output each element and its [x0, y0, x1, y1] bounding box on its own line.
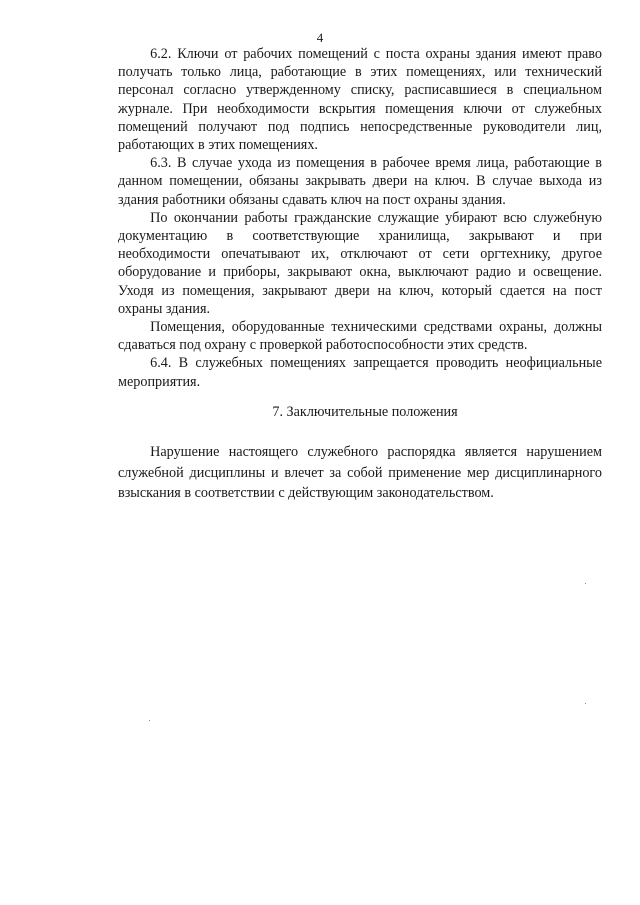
paragraph-6-3: 6.3. В случае ухода из помещения в рабочее время лица, работающие в данном помещении, обязаны закрывать двери на ключ. В случае выхода из здания работники обязаны сдавать ключ на пост охраны здания. — [118, 155, 602, 208]
section-7-heading: 7. Заключительные положения — [272, 404, 458, 420]
section-7-body — [118, 442, 602, 504]
paragraph-6-2: 6.2. Ключи от рабочих помещений с поста охраны здания имеют право получать только лица, работающие в этих помещениях, или технический персонал согласно утвержденному списку, расписавшиеся в специальном журнале. При необходимости вскрытия помещения ключи от служебных помещений получают под подпись непосредственные руководители лиц, работающих в этих помещениях. — [118, 46, 602, 154]
page-number: 4 — [316, 30, 324, 45]
scan-speck — [585, 583, 586, 584]
section-6-body — [118, 45, 602, 391]
paragraph-6-4: 6.4. В служебных помещениях запрещается проводить неофициальные мероприятия. — [118, 355, 602, 390]
scan-speck — [149, 720, 150, 721]
paragraph-security-equipment: Помещения, оборудованные техническими средствами охраны, должны сдаваться под охрану с проверкой работоспособности этих средств. — [118, 319, 602, 354]
scan-speck — [585, 703, 586, 704]
paragraph-end-of-work: По окончании работы гражданские служащие убирают всю служебную документацию в соответствующие хранилища, закрывают и при необходимости опечатывают их, отключают от сети оргтехнику, другое оборудование и приборы, закрывают окна, выключают радио и освещение. Уходя из помещения, закрывают двери на ключ, который сдается на пост охраны здания. — [118, 209, 602, 317]
paragraph-7-conclusion: Нарушение настоящего служебного распорядка является нарушением служебной дисциплины и влечет за собой применение мер дисциплинарного взыскания в соответствии с действующим законодательством. — [118, 444, 602, 501]
